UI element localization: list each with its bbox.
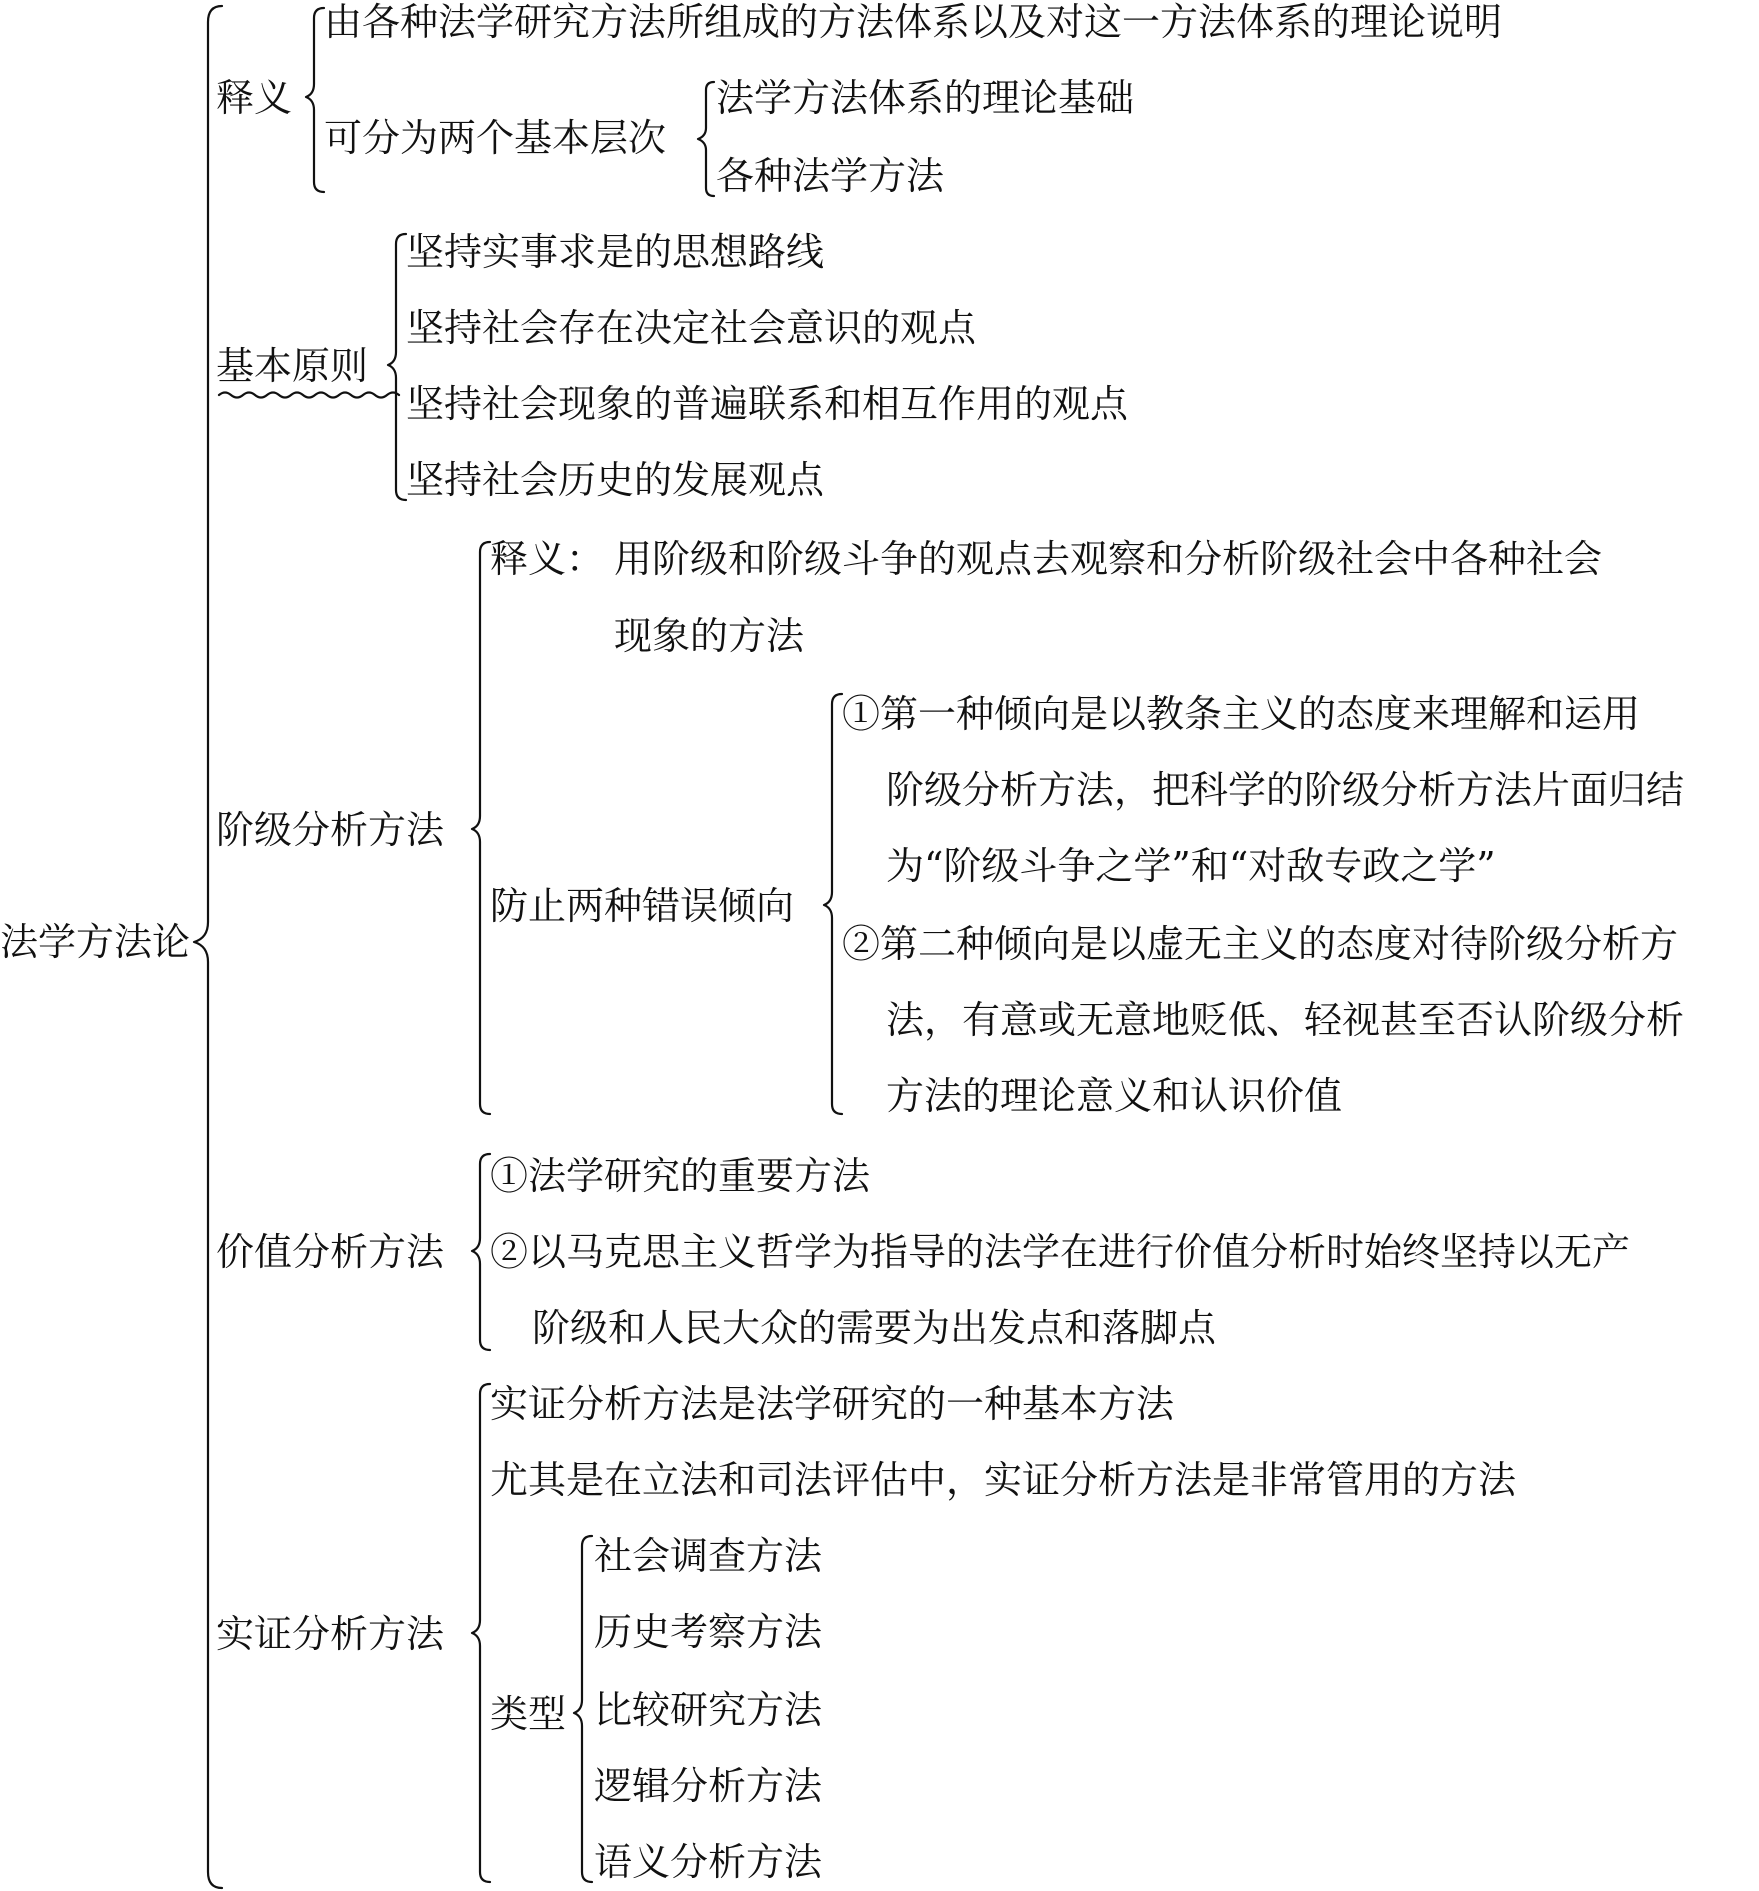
shiyi-label: 释义 (216, 76, 293, 120)
shiyi-item-1: 由各种法学研究方法所组成的方法体系以及对这一方法体系的理论说明 (324, 0, 1503, 44)
type-item-3: 比较研究方法 (594, 1688, 823, 1732)
levels-label: 可分为两个基本层次 (324, 116, 667, 160)
principle-item-4: 坚持社会历史的发展观点 (406, 458, 825, 502)
level-item-1: 法学方法体系的理论基础 (716, 76, 1135, 120)
error1-line-3: 为“阶级斗争之学”和“对敌专政之学” (886, 844, 1496, 888)
principle-item-3: 坚持社会现象的普遍联系和相互作用的观点 (406, 382, 1129, 426)
brace-principles (388, 234, 406, 500)
type-item-1: 社会调查方法 (594, 1534, 823, 1578)
brace-types (574, 1536, 592, 1882)
brace-class (472, 542, 490, 1114)
class-def-line-2: 现象的方法 (614, 614, 805, 658)
brace-errors (824, 694, 842, 1114)
empirical-item-1: 实证分析方法是法学研究的一种基本方法 (490, 1382, 1175, 1426)
brace-shiyi (306, 8, 324, 192)
value-item-2-line-2: 阶级和人民大众的需要为出发点和落脚点 (532, 1306, 1217, 1350)
error2-line-2: 法，有意或无意地贬低、轻视甚至否认阶级分析 (886, 998, 1685, 1042)
value-item-1: ①法学研究的重要方法 (490, 1154, 871, 1198)
principles-underline (219, 393, 399, 398)
type-item-4: 逻辑分析方法 (594, 1764, 823, 1808)
principle-item-1: 坚持实事求是的思想路线 (406, 230, 825, 274)
type-item-2: 历史考察方法 (594, 1610, 823, 1654)
error2-line-1: ②第二种倾向是以虚无主义的态度对待阶级分析方 (842, 922, 1679, 966)
class-def-line-1: 用阶级和阶级斗争的观点去观察和分析阶级社会中各种社会 (614, 537, 1603, 581)
empirical-label: 实证分析方法 (216, 1612, 445, 1656)
error2-line-3: 方法的理论意义和认识价值 (886, 1074, 1343, 1118)
type-item-5: 语义分析方法 (594, 1840, 823, 1884)
value-analysis-label: 价值分析方法 (216, 1230, 445, 1274)
principles-label: 基本原则 (216, 344, 369, 388)
brace-root (194, 6, 222, 1888)
class-def-label: 释义： (490, 537, 605, 581)
error1-line-1: ①第一种倾向是以教条主义的态度来理解和运用 (842, 692, 1641, 736)
types-label: 类型 (490, 1692, 567, 1736)
class-analysis-label: 阶级分析方法 (216, 808, 445, 852)
root-node: 法学方法论 (0, 920, 191, 964)
level-item-2: 各种法学方法 (716, 154, 945, 198)
principle-item-2: 坚持社会存在决定社会意识的观点 (406, 306, 977, 350)
brace-empirical (472, 1384, 490, 1882)
empirical-item-2: 尤其是在立法和司法评估中，实证分析方法是非常管用的方法 (490, 1458, 1517, 1502)
brace-levels (698, 82, 714, 196)
errors-label: 防止两种错误倾向 (490, 884, 795, 928)
value-item-2-line-1: ②以马克思主义哲学为指导的法学在进行价值分析时始终坚持以无产 (490, 1230, 1631, 1274)
brace-value (472, 1154, 490, 1350)
error1-line-2: 阶级分析方法，把科学的阶级分析方法片面归结 (886, 768, 1685, 812)
